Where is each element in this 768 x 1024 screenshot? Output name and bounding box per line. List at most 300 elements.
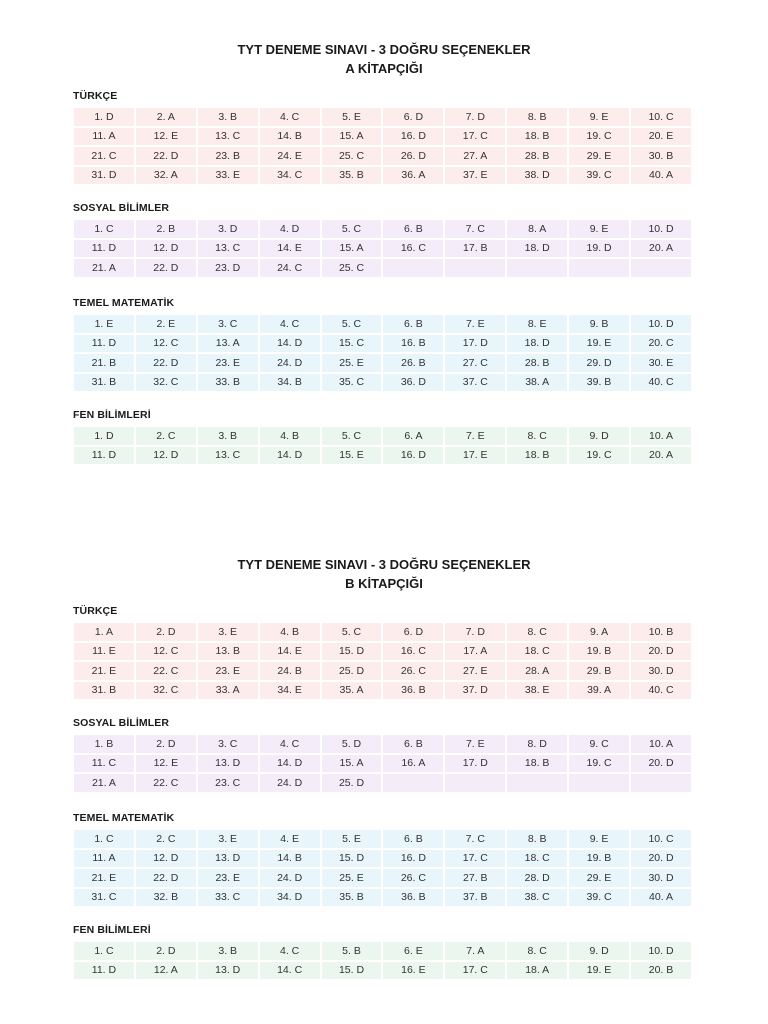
answer-cell: 10. D [631, 942, 691, 960]
answer-cell: 19. C [569, 128, 629, 146]
answer-cell: 2. C [136, 830, 196, 848]
answer-cell: 10. D [631, 315, 691, 333]
answer-row [74, 427, 691, 445]
answer-cell: 27. A [445, 147, 505, 165]
answer-cell: 26. C [383, 662, 443, 680]
answer-cell: 10. C [631, 830, 691, 848]
answer-cell: 9. B [569, 315, 629, 333]
answer-cell: 27. E [445, 662, 505, 680]
answer-cell: 7. E [445, 315, 505, 333]
answer-cell: 19. B [569, 850, 629, 868]
answer-cell [631, 774, 691, 792]
answer-cell: 18. D [507, 335, 567, 353]
answer-cell: 32. B [136, 889, 196, 907]
answer-cell: 10. C [631, 108, 691, 126]
answer-cell: 13. D [198, 962, 258, 980]
answer-cell: 9. E [569, 108, 629, 126]
answer-cell: 35. B [322, 167, 382, 185]
answer-cell [383, 774, 443, 792]
answer-cell: 32. A [136, 167, 196, 185]
answer-cell: 14. C [260, 962, 320, 980]
section-title-turkce: TÜRKÇE [73, 90, 118, 102]
answer-row [74, 128, 691, 146]
answer-row [74, 108, 691, 126]
answer-cell: 17. D [445, 755, 505, 773]
answer-cell: 7. E [445, 735, 505, 753]
answer-cell: 18. B [507, 755, 567, 773]
answer-cell: 19. D [569, 240, 629, 258]
answer-cell: 16. C [383, 643, 443, 661]
answer-cell: 16. D [383, 850, 443, 868]
answer-cell: 1. C [74, 830, 134, 848]
answer-cell: 26. D [383, 147, 443, 165]
answer-cell: 20. A [631, 240, 691, 258]
answer-cell: 2. B [136, 220, 196, 238]
answer-cell: 7. C [445, 830, 505, 848]
answer-cell: 29. E [569, 869, 629, 887]
section-title-sosyal: SOSYAL BİLİMLER [73, 717, 170, 729]
answer-row [74, 335, 691, 353]
answer-cell: 39. B [569, 374, 629, 392]
answer-cell: 34. C [260, 167, 320, 185]
answer-cell: 8. E [507, 315, 567, 333]
answer-cell: 15. A [322, 240, 382, 258]
answer-cell: 31. D [74, 167, 134, 185]
answer-cell: 22. D [136, 869, 196, 887]
answer-cell: 6. B [383, 220, 443, 238]
answer-cell: 15. D [322, 643, 382, 661]
answer-cell: 33. A [198, 682, 258, 700]
answer-cell: 39. C [569, 889, 629, 907]
answer-cell: 21. A [74, 259, 134, 277]
answer-cell: 13. A [198, 335, 258, 353]
answer-cell: 8. C [507, 427, 567, 445]
answer-cell: 16. C [383, 240, 443, 258]
answer-cell: 23. E [198, 662, 258, 680]
answer-cell: 12. D [136, 850, 196, 868]
answer-cell: 39. A [569, 682, 629, 700]
answer-cell: 20. D [631, 755, 691, 773]
answer-cell: 11. D [74, 447, 134, 465]
answer-cell: 33. B [198, 374, 258, 392]
answer-cell: 38. A [507, 374, 567, 392]
answer-cell: 20. A [631, 447, 691, 465]
answer-cell: 12. D [136, 447, 196, 465]
answer-row [74, 662, 691, 680]
answer-cell: 25. D [322, 774, 382, 792]
answer-cell: 2. E [136, 315, 196, 333]
answer-cell: 17. B [445, 240, 505, 258]
answer-cell: 29. D [569, 354, 629, 372]
answer-cell: 19. C [569, 755, 629, 773]
answer-cell: 9. E [569, 830, 629, 848]
answer-cell: 3. C [198, 315, 258, 333]
answer-cell: 25. E [322, 869, 382, 887]
answer-cell: 5. C [322, 427, 382, 445]
answer-cell: 25. E [322, 354, 382, 372]
answer-cell: 11. A [74, 128, 134, 146]
answer-cell: 22. D [136, 147, 196, 165]
answer-cell: 2. A [136, 108, 196, 126]
answer-cell [507, 774, 567, 792]
answer-cell: 12. C [136, 643, 196, 661]
answer-cell: 12. E [136, 755, 196, 773]
answer-cell: 14. E [260, 643, 320, 661]
answer-cell: 17. D [445, 335, 505, 353]
section-title-fen: FEN BİLİMLERİ [73, 409, 151, 421]
answer-cell: 10. D [631, 220, 691, 238]
booklet-title [0, 40, 768, 78]
answer-row [74, 942, 691, 960]
answer-row [74, 147, 691, 165]
answer-cell: 23. E [198, 354, 258, 372]
answer-cell: 15. C [322, 335, 382, 353]
answer-cell: 1. E [74, 315, 134, 333]
answer-cell: 11. D [74, 335, 134, 353]
answer-cell: 33. C [198, 889, 258, 907]
answer-row [74, 447, 691, 465]
answer-cell: 30. E [631, 354, 691, 372]
answer-cell: 4. B [260, 427, 320, 445]
answer-cell: 22. C [136, 774, 196, 792]
answer-cell: 26. B [383, 354, 443, 372]
answer-cell: 16. E [383, 962, 443, 980]
answer-row [74, 755, 691, 773]
answer-cell: 36. A [383, 167, 443, 185]
answer-cell: 1. C [74, 220, 134, 238]
answer-cell [631, 259, 691, 277]
answer-cell [569, 774, 629, 792]
answer-cell: 2. D [136, 735, 196, 753]
section-title-matematik: TEMEL MATEMATİK [73, 812, 175, 824]
answer-cell: 30. D [631, 869, 691, 887]
answer-cell [569, 259, 629, 277]
answer-cell: 23. C [198, 774, 258, 792]
answer-cell: 2. D [136, 942, 196, 960]
answer-cell: 34. B [260, 374, 320, 392]
answer-cell: 25. C [322, 259, 382, 277]
answer-cell [445, 259, 505, 277]
answer-cell: 37. C [445, 374, 505, 392]
answer-row [74, 167, 691, 185]
answer-cell: 4. C [260, 315, 320, 333]
answer-cell: 6. D [383, 623, 443, 641]
answer-cell: 37. B [445, 889, 505, 907]
answer-cell: 15. A [322, 755, 382, 773]
answer-cell: 5. C [322, 623, 382, 641]
answer-cell: 21. C [74, 147, 134, 165]
booklet-title-line1: TYT DENEME SINAVI - 3 DOĞRU SEÇENEKLER [237, 42, 531, 57]
answer-table-matematik [72, 313, 693, 393]
answer-cell: 24. D [260, 354, 320, 372]
answer-cell: 6. E [383, 942, 443, 960]
answer-cell [383, 259, 443, 277]
answer-cell: 4. D [260, 220, 320, 238]
booklet-title-line1: TYT DENEME SINAVI - 3 DOĞRU SEÇENEKLER [237, 557, 531, 572]
answer-cell: 24. D [260, 869, 320, 887]
answer-cell: 3. D [198, 220, 258, 238]
answer-cell: 12. C [136, 335, 196, 353]
answer-cell: 21. E [74, 869, 134, 887]
answer-cell: 17. C [445, 962, 505, 980]
answer-cell: 23. B [198, 147, 258, 165]
answer-cell: 14. B [260, 850, 320, 868]
answer-cell: 16. D [383, 447, 443, 465]
answer-cell: 25. C [322, 147, 382, 165]
answer-cell: 18. A [507, 962, 567, 980]
section-title-matematik: TEMEL MATEMATİK [73, 297, 175, 309]
answer-cell: 22. D [136, 354, 196, 372]
answer-cell: 36. D [383, 374, 443, 392]
answer-cell: 14. B [260, 128, 320, 146]
answer-cell: 23. D [198, 259, 258, 277]
answer-cell: 40. A [631, 889, 691, 907]
answer-cell: 13. B [198, 643, 258, 661]
answer-cell: 13. C [198, 240, 258, 258]
answer-cell: 20. E [631, 128, 691, 146]
answer-cell: 34. E [260, 682, 320, 700]
answer-cell: 13. D [198, 850, 258, 868]
answer-cell [445, 774, 505, 792]
answer-cell: 34. D [260, 889, 320, 907]
answer-cell: 16. B [383, 335, 443, 353]
answer-cell: 40. C [631, 374, 691, 392]
answer-table-fen [72, 940, 693, 981]
answer-cell: 37. D [445, 682, 505, 700]
answer-cell: 22. D [136, 259, 196, 277]
section-title-sosyal: SOSYAL BİLİMLER [73, 202, 170, 214]
answer-cell: 9. C [569, 735, 629, 753]
answer-cell: 9. D [569, 427, 629, 445]
answer-cell: 9. A [569, 623, 629, 641]
answer-row [74, 774, 691, 792]
answer-cell: 38. E [507, 682, 567, 700]
answer-cell: 7. E [445, 427, 505, 445]
answer-cell: 38. C [507, 889, 567, 907]
answer-row [74, 850, 691, 868]
answer-cell: 6. A [383, 427, 443, 445]
answer-cell: 3. B [198, 427, 258, 445]
answer-table-fen [72, 425, 693, 466]
answer-cell: 18. C [507, 850, 567, 868]
answer-cell: 21. A [74, 774, 134, 792]
answer-table-sosyal [72, 733, 693, 794]
answer-cell: 8. B [507, 830, 567, 848]
answer-cell: 26. C [383, 869, 443, 887]
answer-cell: 4. C [260, 735, 320, 753]
answer-cell: 18. B [507, 447, 567, 465]
answer-cell: 28. A [507, 662, 567, 680]
answer-cell: 10. A [631, 427, 691, 445]
answer-cell: 8. C [507, 623, 567, 641]
answer-cell: 31. B [74, 682, 134, 700]
section-title-turkce: TÜRKÇE [73, 605, 118, 617]
answer-cell: 35. B [322, 889, 382, 907]
answer-cell: 18. D [507, 240, 567, 258]
answer-cell: 17. A [445, 643, 505, 661]
answer-cell: 21. B [74, 354, 134, 372]
answer-cell: 5. E [322, 830, 382, 848]
answer-row [74, 259, 691, 277]
answer-cell: 22. C [136, 662, 196, 680]
answer-cell: 14. D [260, 335, 320, 353]
answer-cell: 40. A [631, 167, 691, 185]
answer-cell: 2. D [136, 623, 196, 641]
answer-cell: 20. D [631, 643, 691, 661]
answer-cell: 29. B [569, 662, 629, 680]
answer-cell: 13. C [198, 447, 258, 465]
answer-row [74, 682, 691, 700]
answer-cell: 24. D [260, 774, 320, 792]
answer-cell: 13. D [198, 755, 258, 773]
answer-cell: 30. B [631, 147, 691, 165]
answer-cell [507, 259, 567, 277]
answer-row [74, 220, 691, 238]
answer-cell: 5. C [322, 220, 382, 238]
answer-cell: 17. E [445, 447, 505, 465]
answer-cell: 3. E [198, 623, 258, 641]
answer-cell: 28. B [507, 147, 567, 165]
answer-cell: 11. D [74, 240, 134, 258]
answer-cell: 14. E [260, 240, 320, 258]
answer-cell: 4. E [260, 830, 320, 848]
answer-cell: 11. A [74, 850, 134, 868]
answer-cell: 4. B [260, 623, 320, 641]
answer-cell: 13. C [198, 128, 258, 146]
answer-cell: 5. D [322, 735, 382, 753]
answer-table-turkce [72, 621, 693, 701]
answer-cell: 6. B [383, 735, 443, 753]
answer-cell: 7. D [445, 108, 505, 126]
answer-cell: 11. C [74, 755, 134, 773]
answer-cell: 19. E [569, 335, 629, 353]
booklet-title [0, 555, 768, 593]
answer-cell: 8. C [507, 942, 567, 960]
answer-cell: 40. C [631, 682, 691, 700]
answer-cell: 19. B [569, 643, 629, 661]
answer-cell: 17. C [445, 850, 505, 868]
answer-cell: 35. A [322, 682, 382, 700]
answer-cell: 8. D [507, 735, 567, 753]
answer-cell: 3. C [198, 735, 258, 753]
answer-cell: 1. D [74, 108, 134, 126]
answer-table-turkce [72, 106, 693, 186]
answer-row [74, 315, 691, 333]
answer-cell: 28. D [507, 869, 567, 887]
answer-row [74, 735, 691, 753]
answer-row [74, 354, 691, 372]
answer-cell: 12. D [136, 240, 196, 258]
answer-row [74, 830, 691, 848]
answer-row [74, 374, 691, 392]
answer-cell: 25. D [322, 662, 382, 680]
answer-cell: 18. B [507, 128, 567, 146]
answer-cell: 23. E [198, 869, 258, 887]
answer-cell: 24. C [260, 259, 320, 277]
answer-cell: 12. E [136, 128, 196, 146]
answer-cell: 1. A [74, 623, 134, 641]
answer-cell: 24. B [260, 662, 320, 680]
answer-cell: 9. D [569, 942, 629, 960]
booklet-title-line2: A KİTAPÇIĞI [345, 61, 423, 76]
answer-cell: 21. E [74, 662, 134, 680]
answer-cell: 3. B [198, 108, 258, 126]
answer-cell: 19. C [569, 447, 629, 465]
answer-cell: 14. D [260, 755, 320, 773]
answer-cell: 5. B [322, 942, 382, 960]
answer-cell: 15. E [322, 447, 382, 465]
answer-cell: 4. C [260, 108, 320, 126]
answer-cell: 15. D [322, 962, 382, 980]
answer-cell: 4. C [260, 942, 320, 960]
answer-cell: 15. D [322, 850, 382, 868]
answer-cell: 14. D [260, 447, 320, 465]
answer-cell: 16. A [383, 755, 443, 773]
answer-row [74, 623, 691, 641]
answer-cell: 36. B [383, 889, 443, 907]
answer-cell: 6. B [383, 830, 443, 848]
answer-cell: 16. D [383, 128, 443, 146]
answer-cell: 20. D [631, 850, 691, 868]
answer-row [74, 240, 691, 258]
answer-row [74, 962, 691, 980]
answer-cell: 17. C [445, 128, 505, 146]
answer-cell: 37. E [445, 167, 505, 185]
answer-table-matematik [72, 828, 693, 908]
answer-cell: 10. A [631, 735, 691, 753]
answer-cell: 3. E [198, 830, 258, 848]
answer-cell: 36. B [383, 682, 443, 700]
answer-cell: 29. E [569, 147, 629, 165]
answer-cell: 15. A [322, 128, 382, 146]
answer-cell: 1. C [74, 942, 134, 960]
answer-cell: 38. D [507, 167, 567, 185]
answer-cell: 24. E [260, 147, 320, 165]
answer-cell: 3. B [198, 942, 258, 960]
answer-table-sosyal [72, 218, 693, 279]
answer-cell: 28. B [507, 354, 567, 372]
answer-cell: 10. B [631, 623, 691, 641]
answer-cell: 31. B [74, 374, 134, 392]
answer-cell: 6. B [383, 315, 443, 333]
answer-cell: 7. C [445, 220, 505, 238]
answer-cell: 5. C [322, 315, 382, 333]
answer-cell: 30. D [631, 662, 691, 680]
answer-cell: 32. C [136, 682, 196, 700]
answer-cell: 5. E [322, 108, 382, 126]
answer-cell: 6. D [383, 108, 443, 126]
answer-row [74, 643, 691, 661]
answer-cell: 1. B [74, 735, 134, 753]
answer-cell: 7. D [445, 623, 505, 641]
answer-cell: 27. C [445, 354, 505, 372]
answer-cell: 12. A [136, 962, 196, 980]
answer-cell: 8. B [507, 108, 567, 126]
answer-cell: 20. B [631, 962, 691, 980]
answer-cell: 20. C [631, 335, 691, 353]
answer-row [74, 869, 691, 887]
answer-cell: 33. E [198, 167, 258, 185]
answer-cell: 35. C [322, 374, 382, 392]
answer-cell: 9. E [569, 220, 629, 238]
answer-cell: 1. D [74, 427, 134, 445]
answer-cell: 8. A [507, 220, 567, 238]
answer-cell: 11. E [74, 643, 134, 661]
answer-cell: 32. C [136, 374, 196, 392]
answer-row [74, 889, 691, 907]
answer-cell: 39. C [569, 167, 629, 185]
answer-cell: 27. B [445, 869, 505, 887]
